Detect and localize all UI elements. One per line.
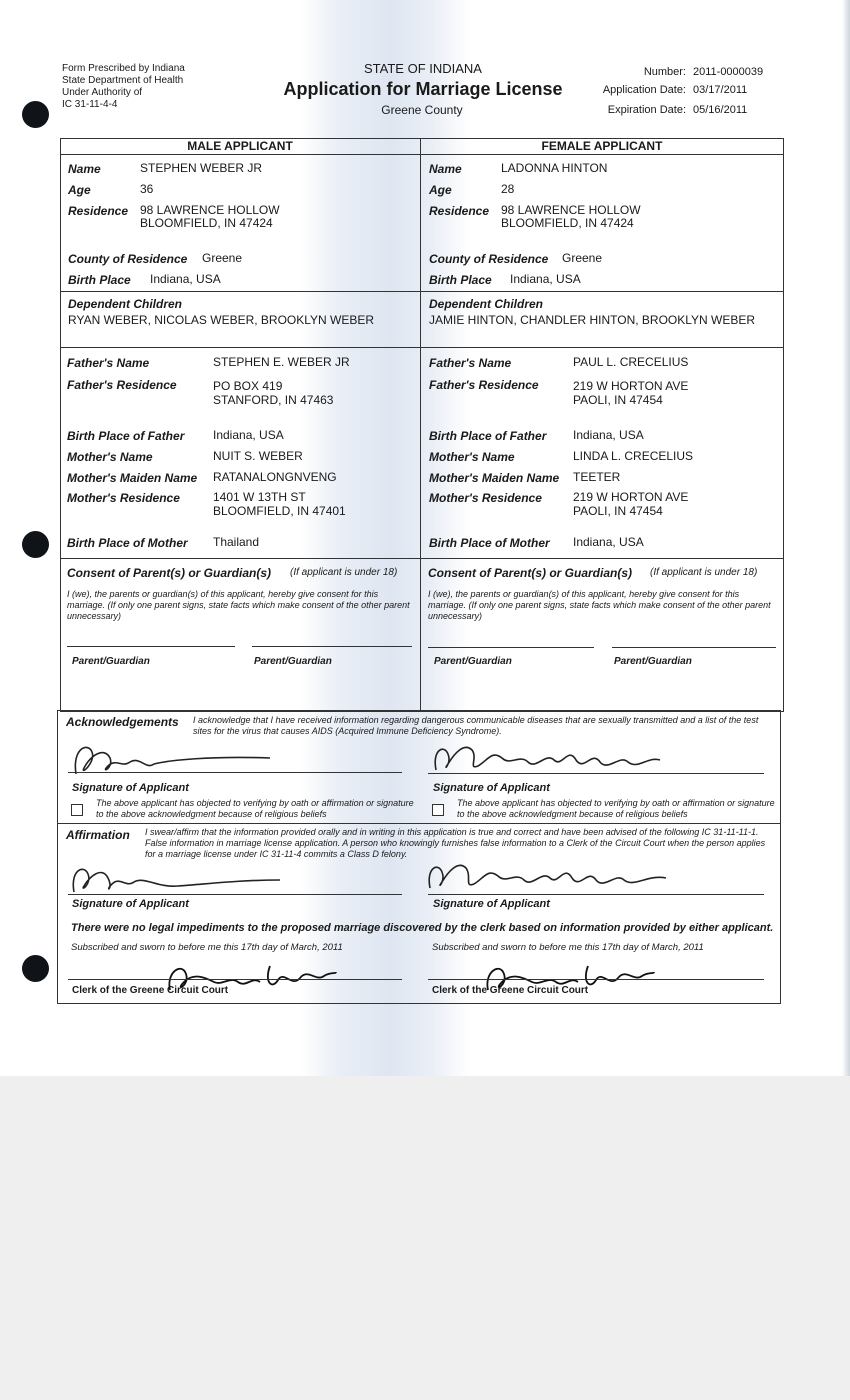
county-of-residence-label: County of Residence <box>429 252 549 266</box>
male-applicant-heading: MALE APPLICANT <box>187 139 293 153</box>
female-fathers-name: PAUL L. CRECELIUS <box>573 355 689 369</box>
acknowledgements-title: Acknowledgements <box>66 715 179 729</box>
birth-place-label: Birth Place <box>68 273 131 287</box>
section-rule <box>60 558 783 559</box>
fathers-residence-label: Father's Residence <box>429 378 539 392</box>
signature-of-applicant-label: Signature of Applicant <box>433 898 550 910</box>
parent-signature-line <box>612 647 776 648</box>
heading-rule <box>60 154 783 155</box>
birth-place-label: Birth Place <box>429 273 492 287</box>
mothers-name-label: Mother's Name <box>429 450 515 464</box>
birth-place-mother-label: Birth Place of Mother <box>67 536 188 550</box>
consent-note: (If applicant is under 18) <box>650 567 758 578</box>
state-heading: STATE OF INDIANA <box>364 61 482 76</box>
male-county: Greene <box>202 251 243 265</box>
consent-text: I (we), the parents or guardian(s) of this applicant, hereby give consent for this marriage. (If only one parent signs, state facts which make consent of the other parent unnecessary) <box>428 589 771 621</box>
male-residence-line2: BLOOMFIELD, IN 47424 <box>140 216 273 230</box>
signature-line <box>68 772 402 773</box>
female-birth-place-father: Indiana, USA <box>573 428 644 442</box>
parent-guardian-label: Parent/Guardian <box>254 656 332 667</box>
residence-label: Residence <box>429 204 490 218</box>
name-label: Name <box>429 162 462 176</box>
mothers-maiden-name-label: Mother's Maiden Name <box>67 471 198 485</box>
signature-scribble <box>70 738 280 782</box>
male-fathers-residence-line1: PO BOX 419 <box>213 379 283 393</box>
consent-title: Consent of Parent(s) or Guardian(s) <box>67 566 272 580</box>
birth-place-father-label: Birth Place of Father <box>429 429 547 443</box>
male-fathers-residence-line2: STANFORD, IN 47463 <box>213 393 334 407</box>
female-birth-place: Indiana, USA <box>510 272 581 286</box>
female-county: Greene <box>562 251 603 265</box>
consent-text: I (we), the parents or guardian(s) of this applicant, hereby give consent for this marriage. (If only one parent signs, state facts which make consent of the other parent unnecessary) <box>67 589 410 621</box>
female-name: LADONNA HINTON <box>501 161 608 175</box>
punch-hole <box>22 955 49 982</box>
male-mothers-residence-line1: 1401 W 13TH ST <box>213 490 306 504</box>
male-dependent-children: RYAN WEBER, NICOLAS WEBER, BROOKLYN WEBER <box>68 313 375 327</box>
prescribed-line: State Department of Health <box>62 75 184 86</box>
prescribed-line: Form Prescribed by Indiana <box>62 63 185 74</box>
signature-of-applicant-label: Signature of Applicant <box>72 782 189 794</box>
clerk-label: Clerk of the Greene Circuit Court <box>432 985 589 996</box>
male-mothers-name: NUIT S. WEBER <box>213 449 303 463</box>
signature-of-applicant-label: Signature of Applicant <box>72 898 189 910</box>
female-fathers-residence-line1: 219 W HORTON AVE <box>573 379 689 393</box>
female-mothers-residence-line2: PAOLI, IN 47454 <box>573 504 663 518</box>
expiration-date-value: 05/16/2011 <box>693 104 748 116</box>
female-age: 28 <box>501 182 515 196</box>
parent-signature-line <box>252 646 412 647</box>
age-label: Age <box>429 183 452 197</box>
center-divider <box>420 138 421 711</box>
birth-place-father-label: Birth Place of Father <box>67 429 185 443</box>
male-residence-line1: 98 LAWRENCE HOLLOW <box>140 203 280 217</box>
application-date-value: 03/17/2011 <box>693 84 748 96</box>
male-affirmation-signature <box>68 858 288 902</box>
fathers-name-label: Father's Name <box>67 356 150 370</box>
name-label: Name <box>68 162 101 176</box>
dependent-children-label: Dependent Children <box>68 297 183 311</box>
section-rule <box>60 347 783 348</box>
signature-scribble <box>424 856 674 898</box>
sworn-statement: Subscribed and sworn to before me this 17th day of March, 2011 <box>432 942 704 953</box>
male-name: STEPHEN WEBER JR <box>140 161 263 175</box>
male-mothers-maiden-name: RATANALONGNVENG <box>213 470 337 484</box>
county-heading: Greene County <box>381 103 463 117</box>
parent-signature-line <box>428 647 594 648</box>
female-dependent-children: JAMIE HINTON, CHANDLER HINTON, BROOKLYN WEBER <box>429 313 756 327</box>
signature-line <box>428 773 764 774</box>
fathers-name-label: Father's Name <box>429 356 512 370</box>
mothers-name-label: Mother's Name <box>67 450 153 464</box>
objection-checkbox[interactable] <box>432 804 444 816</box>
mothers-residence-label: Mother's Residence <box>67 491 180 505</box>
female-mothers-name: LINDA L. CRECELIUS <box>573 449 694 463</box>
male-mothers-residence-line2: BLOOMFIELD, IN 47401 <box>213 504 346 518</box>
female-affirmation-signature <box>424 856 674 902</box>
male-age: 36 <box>140 182 154 196</box>
female-residence-line2: BLOOMFIELD, IN 47424 <box>501 216 634 230</box>
objection-text: The above applicant has objected to verifying by oath or affirmation or signature to the above acknowledgment because of religious beliefs <box>96 798 414 819</box>
female-fathers-residence-line2: PAOLI, IN 47454 <box>573 393 663 407</box>
form-prescribed-block <box>62 63 185 111</box>
objection-text: The above applicant has objected to verifying by oath or affirmation or signature to the above acknowledgment because of religious beliefs <box>457 798 775 819</box>
affirmation-title: Affirmation <box>66 828 130 842</box>
female-applicant-heading: FEMALE APPLICANT <box>541 139 663 153</box>
signature-of-applicant-label: Signature of Applicant <box>433 782 550 794</box>
signature-line <box>428 894 764 895</box>
signature-scribble <box>68 858 288 898</box>
parent-signature-line <box>67 646 235 647</box>
signature-line <box>68 894 402 895</box>
female-mothers-maiden-name: TEETER <box>573 470 621 484</box>
number-value: 2011-0000039 <box>693 66 764 78</box>
no-impediments-statement: There were no legal impediments to the proposed marriage discovered by the clerk based on information provided by either applicant. <box>71 922 774 934</box>
objection-checkbox[interactable] <box>71 804 83 816</box>
section-rule <box>60 291 783 292</box>
number-label: Number: <box>643 66 686 78</box>
parent-guardian-label: Parent/Guardian <box>614 656 692 667</box>
sworn-statement: Subscribed and sworn to before me this 17th day of March, 2011 <box>71 942 343 953</box>
punch-hole <box>22 101 49 128</box>
male-birth-place-mother: Thailand <box>213 535 260 549</box>
expiration-date-label: Expiration Date: <box>607 104 686 116</box>
dependent-children-label: Dependent Children <box>429 297 544 311</box>
male-fathers-name: STEPHEN E. WEBER JR <box>213 355 350 369</box>
residence-label: Residence <box>68 204 129 218</box>
acknowledgements-text: I acknowledge that I have received information regarding dangerous communicable diseases that are sexually transmitted and a list of the test sites for the virus that causes AIDS (Acquired Immune Deficiency Syndrome). <box>193 715 759 736</box>
mothers-residence-label: Mother's Residence <box>429 491 542 505</box>
birth-place-mother-label: Birth Place of Mother <box>429 536 550 550</box>
punch-hole <box>22 531 49 558</box>
affirmation-text: I swear/affirm that the information provided orally and in writing in this application is true and correct and have been advised of the following IC 31-11-11-1. False information in marriage license application. A person who knowingly furnishes false information to a Clerk of the Circuit Court when the person applies for a marriage license under IC 31-11-4 commits a Class D felony. <box>145 827 766 859</box>
male-birth-place-father: Indiana, USA <box>213 428 284 442</box>
female-residence-line1: 98 LAWRENCE HOLLOW <box>501 203 641 217</box>
page-title: Application for Marriage License <box>283 79 563 99</box>
female-mothers-residence-line1: 219 W HORTON AVE <box>573 490 689 504</box>
parent-guardian-label: Parent/Guardian <box>72 656 150 667</box>
signature-line <box>68 979 402 980</box>
fathers-residence-label: Father's Residence <box>67 378 177 392</box>
male-birth-place: Indiana, USA <box>150 272 221 286</box>
application-date-label: Application Date: <box>602 84 686 96</box>
parent-guardian-label: Parent/Guardian <box>434 656 512 667</box>
prescribed-line: Under Authority of <box>62 87 143 98</box>
signature-line <box>428 979 764 980</box>
section-rule <box>57 823 780 824</box>
mothers-maiden-name-label: Mother's Maiden Name <box>429 471 560 485</box>
county-of-residence-label: County of Residence <box>68 252 188 266</box>
consent-note: (If applicant is under 18) <box>290 567 398 578</box>
age-label: Age <box>68 183 91 197</box>
prescribed-line: IC 31-11-4-4 <box>62 99 118 110</box>
consent-title: Consent of Parent(s) or Guardian(s) <box>428 566 633 580</box>
female-acknowledgement-signature <box>428 736 668 784</box>
clerk-label: Clerk of the Greene Circuit Court <box>72 985 229 996</box>
female-birth-place-mother: Indiana, USA <box>573 535 644 549</box>
